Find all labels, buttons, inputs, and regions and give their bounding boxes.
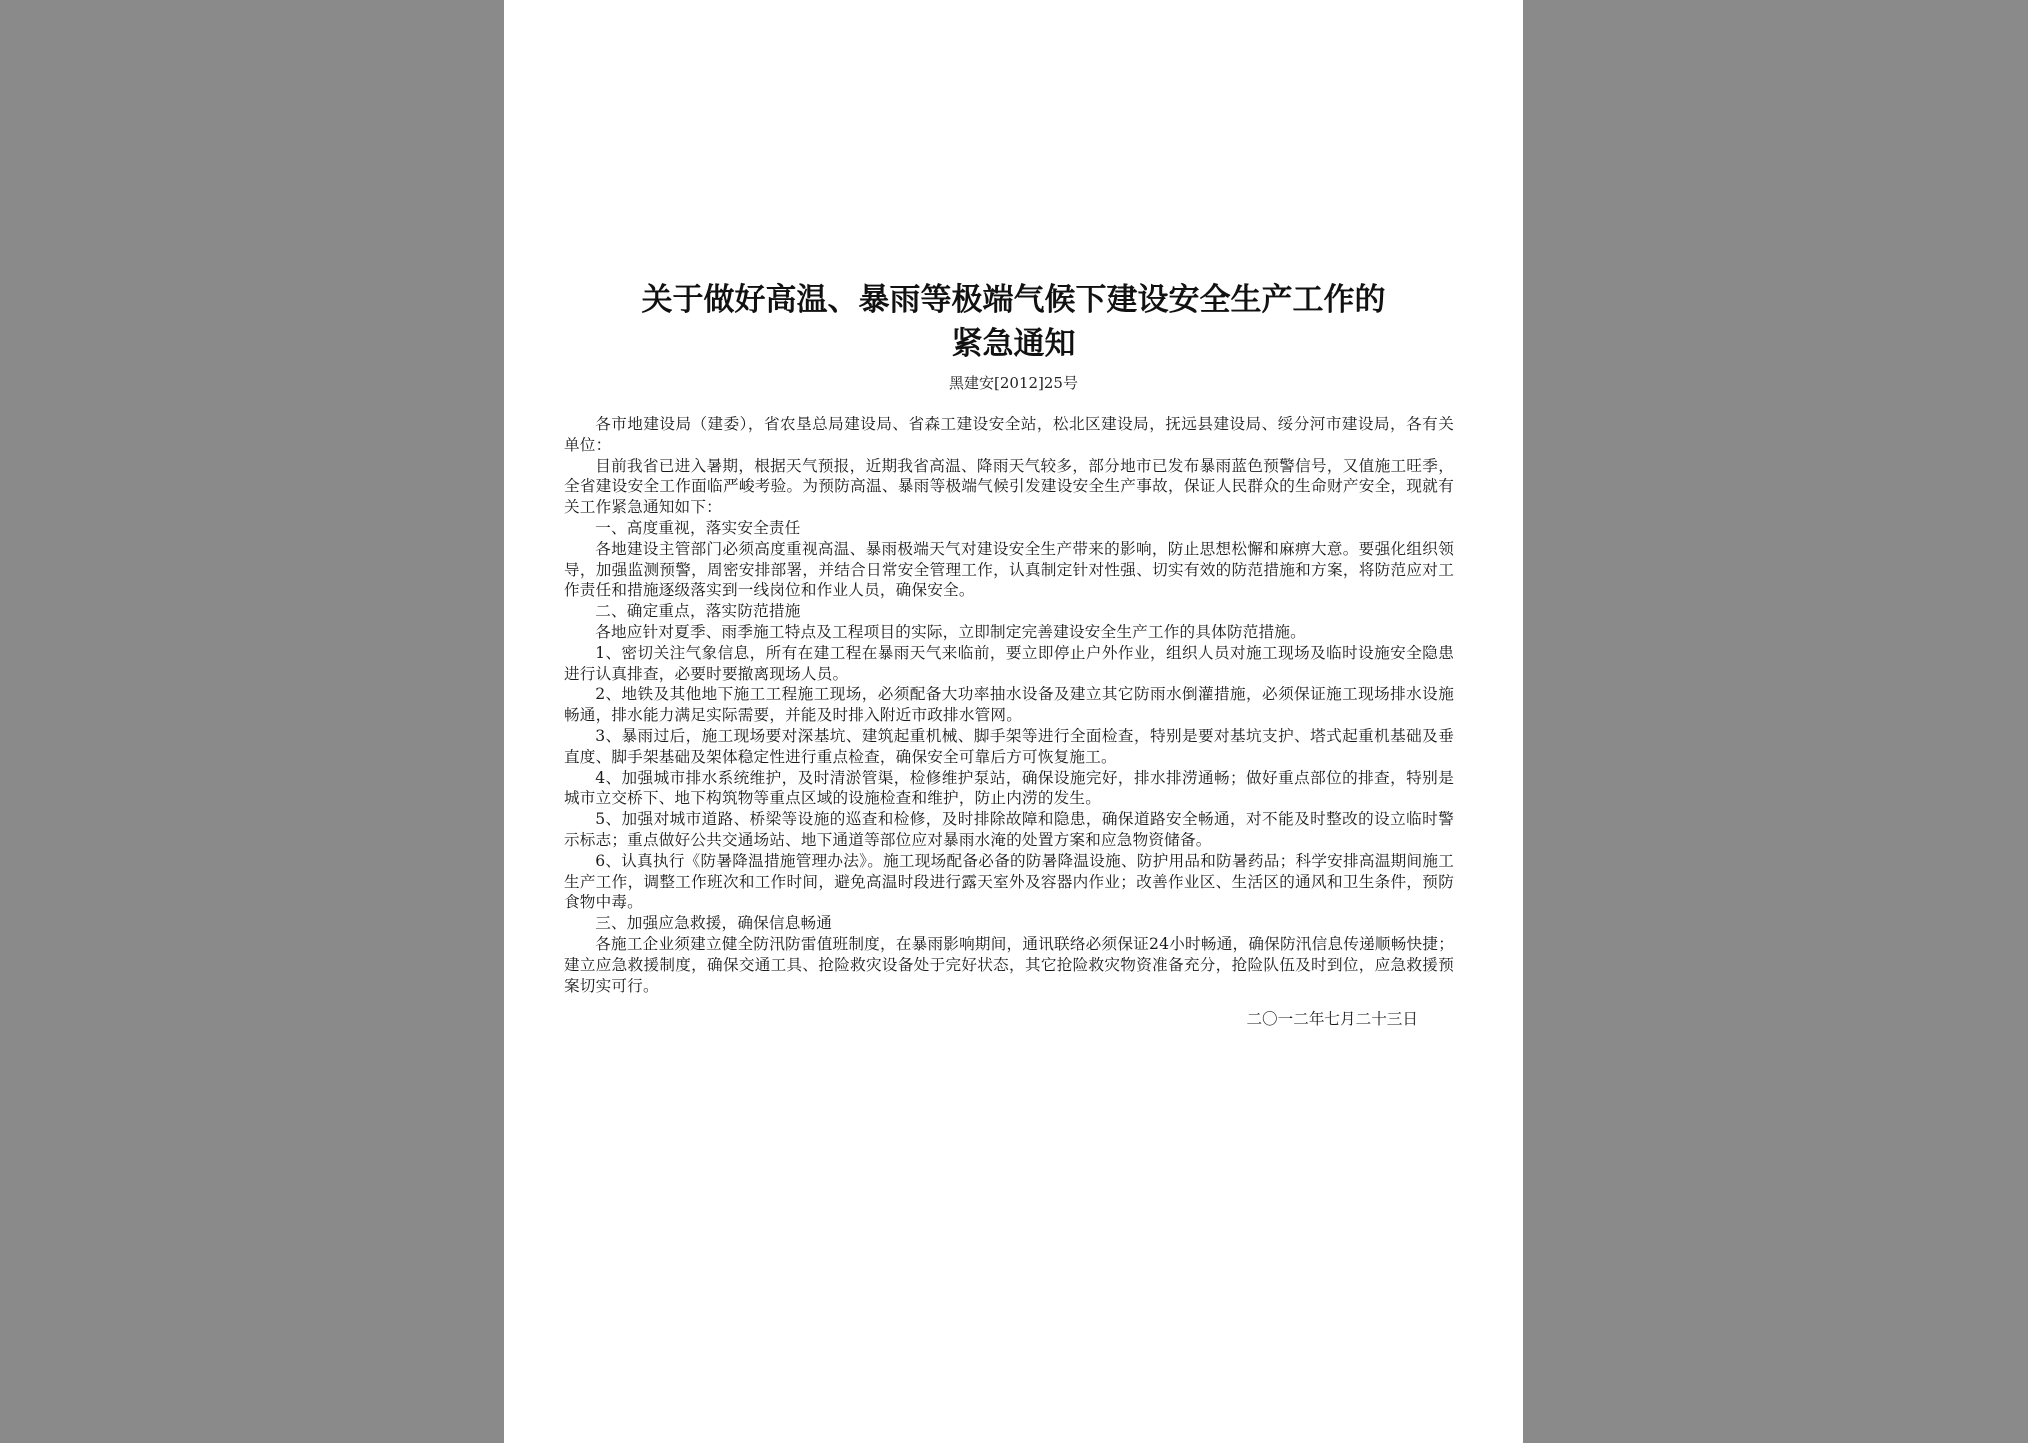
document-number: 黑建安[2012]25号: [949, 374, 1078, 392]
document-page: [504, 0, 1523, 1443]
section-heading-3: 三、加强应急救援，确保信息畅通: [595, 914, 833, 933]
document-title-line-2: 紧急通知: [951, 326, 1076, 362]
document-title-line-1: 关于做好高温、暴雨等极端气候下建设安全生产工作的: [641, 282, 1386, 318]
measure-item-6: 6、认真执行《防暑降温措施管理办法》。施工现场配备必备的防暑降温设施、防护用品和防暑药品；科学安排高温期间施工生产工作，调整工作班次和工作时间，避免高温时段进行露天室外及容器内作业；改善作业区、生活区的通风和卫生条件，预防食物中毒。: [564, 851, 1454, 912]
section-2-intro-paragraph: 各地应针对夏季、雨季施工特点及工程项目的实际，立即制定完善建设安全生产工作的具体防范措施。: [595, 622, 1306, 641]
measure-item-1: 1、密切关注气象信息，所有在建工程在暴雨天气来临前，要立即停止户外作业，组织人员对施工现场及临时设施安全隐患进行认真排查，必要时要撤离现场人员。: [564, 643, 1454, 683]
measure-item-3: 3、暴雨过后，施工现场要对深基坑、建筑起重机械、脚手架等进行全面检查，特别是要对基坑支护、塔式起重机基础及垂直度、脚手架基础及架体稳定性进行重点检查，确保安全可靠后方可恢复施工。: [564, 726, 1454, 766]
section-heading-2: 二、确定重点，落实防范措施: [595, 602, 801, 621]
section-1-paragraph: 各地建设主管部门必须高度重视高温、暴雨极端天气对建设安全生产带来的影响，防止思想松懈和麻痹大意。要强化组织领导，加强监测预警，周密安排部署，并结合日常安全管理工作，认真制定针对性强、切实有效的防范措施和方案，将防范应对工作责任和措施逐级落实到一线岗位和作业人员，确保安全。: [564, 539, 1454, 600]
measure-item-4: 4、加强城市排水系统维护，及时清淤管渠，检修维护泵站，确保设施完好，排水排涝通畅；做好重点部位的排查，特别是城市立交桥下、地下构筑物等重点区域的设施检查和维护，防止内涝的发生。: [564, 768, 1454, 808]
document-body: [564, 414, 1454, 996]
section-3-paragraph: 各施工企业须建立健全防汛防雷值班制度，在暴雨影响期间，通讯联络必须保证24小时畅通，确保防汛信息传递顺畅快捷；建立应急救援制度，确保交通工具、抢险救灾设备处于完好状态，其它抢险救灾物资准备充分，抢险队伍及时到位，应急救援预案切实可行。: [564, 934, 1454, 995]
section-heading-1: 一、高度重视，落实安全责任: [595, 518, 801, 537]
addressee-paragraph: 各市地建设局（建委），省农垦总局建设局、省森工建设安全站，松北区建设局，抚远县建设局、绥分河市建设局，各有关单位：: [564, 415, 1454, 454]
measure-item-2: 2、地铁及其他地下施工工程施工现场，必须配备大功率抽水设备及建立其它防雨水倒灌措施，必须保证施工现场排水设施畅通，排水能力满足实际需要，并能及时排入附近市政排水管网。: [564, 685, 1454, 725]
document-date: 二〇一二年七月二十三日: [1246, 1010, 1418, 1028]
measure-item-5: 5、加强对城市道路、桥梁等设施的巡查和检修，及时排除故障和隐患，确保道路安全畅通，对不能及时整改的设立临时警示标志；重点做好公共交通场站、地下通道等部位应对暴雨水淹的处置方案和应急物资储备。: [564, 810, 1454, 849]
intro-paragraph: 目前我省已进入暑期，根据天气预报，近期我省高温、降雨天气较多，部分地市已发布暴雨蓝色预警信号，又值施工旺季，全省建设安全工作面临严峻考验。为预防高温、暴雨等极端气候引发建设安全生产事故，保证人民群众的生命财产安全，现就有关工作紧急通知如下：: [564, 456, 1454, 517]
